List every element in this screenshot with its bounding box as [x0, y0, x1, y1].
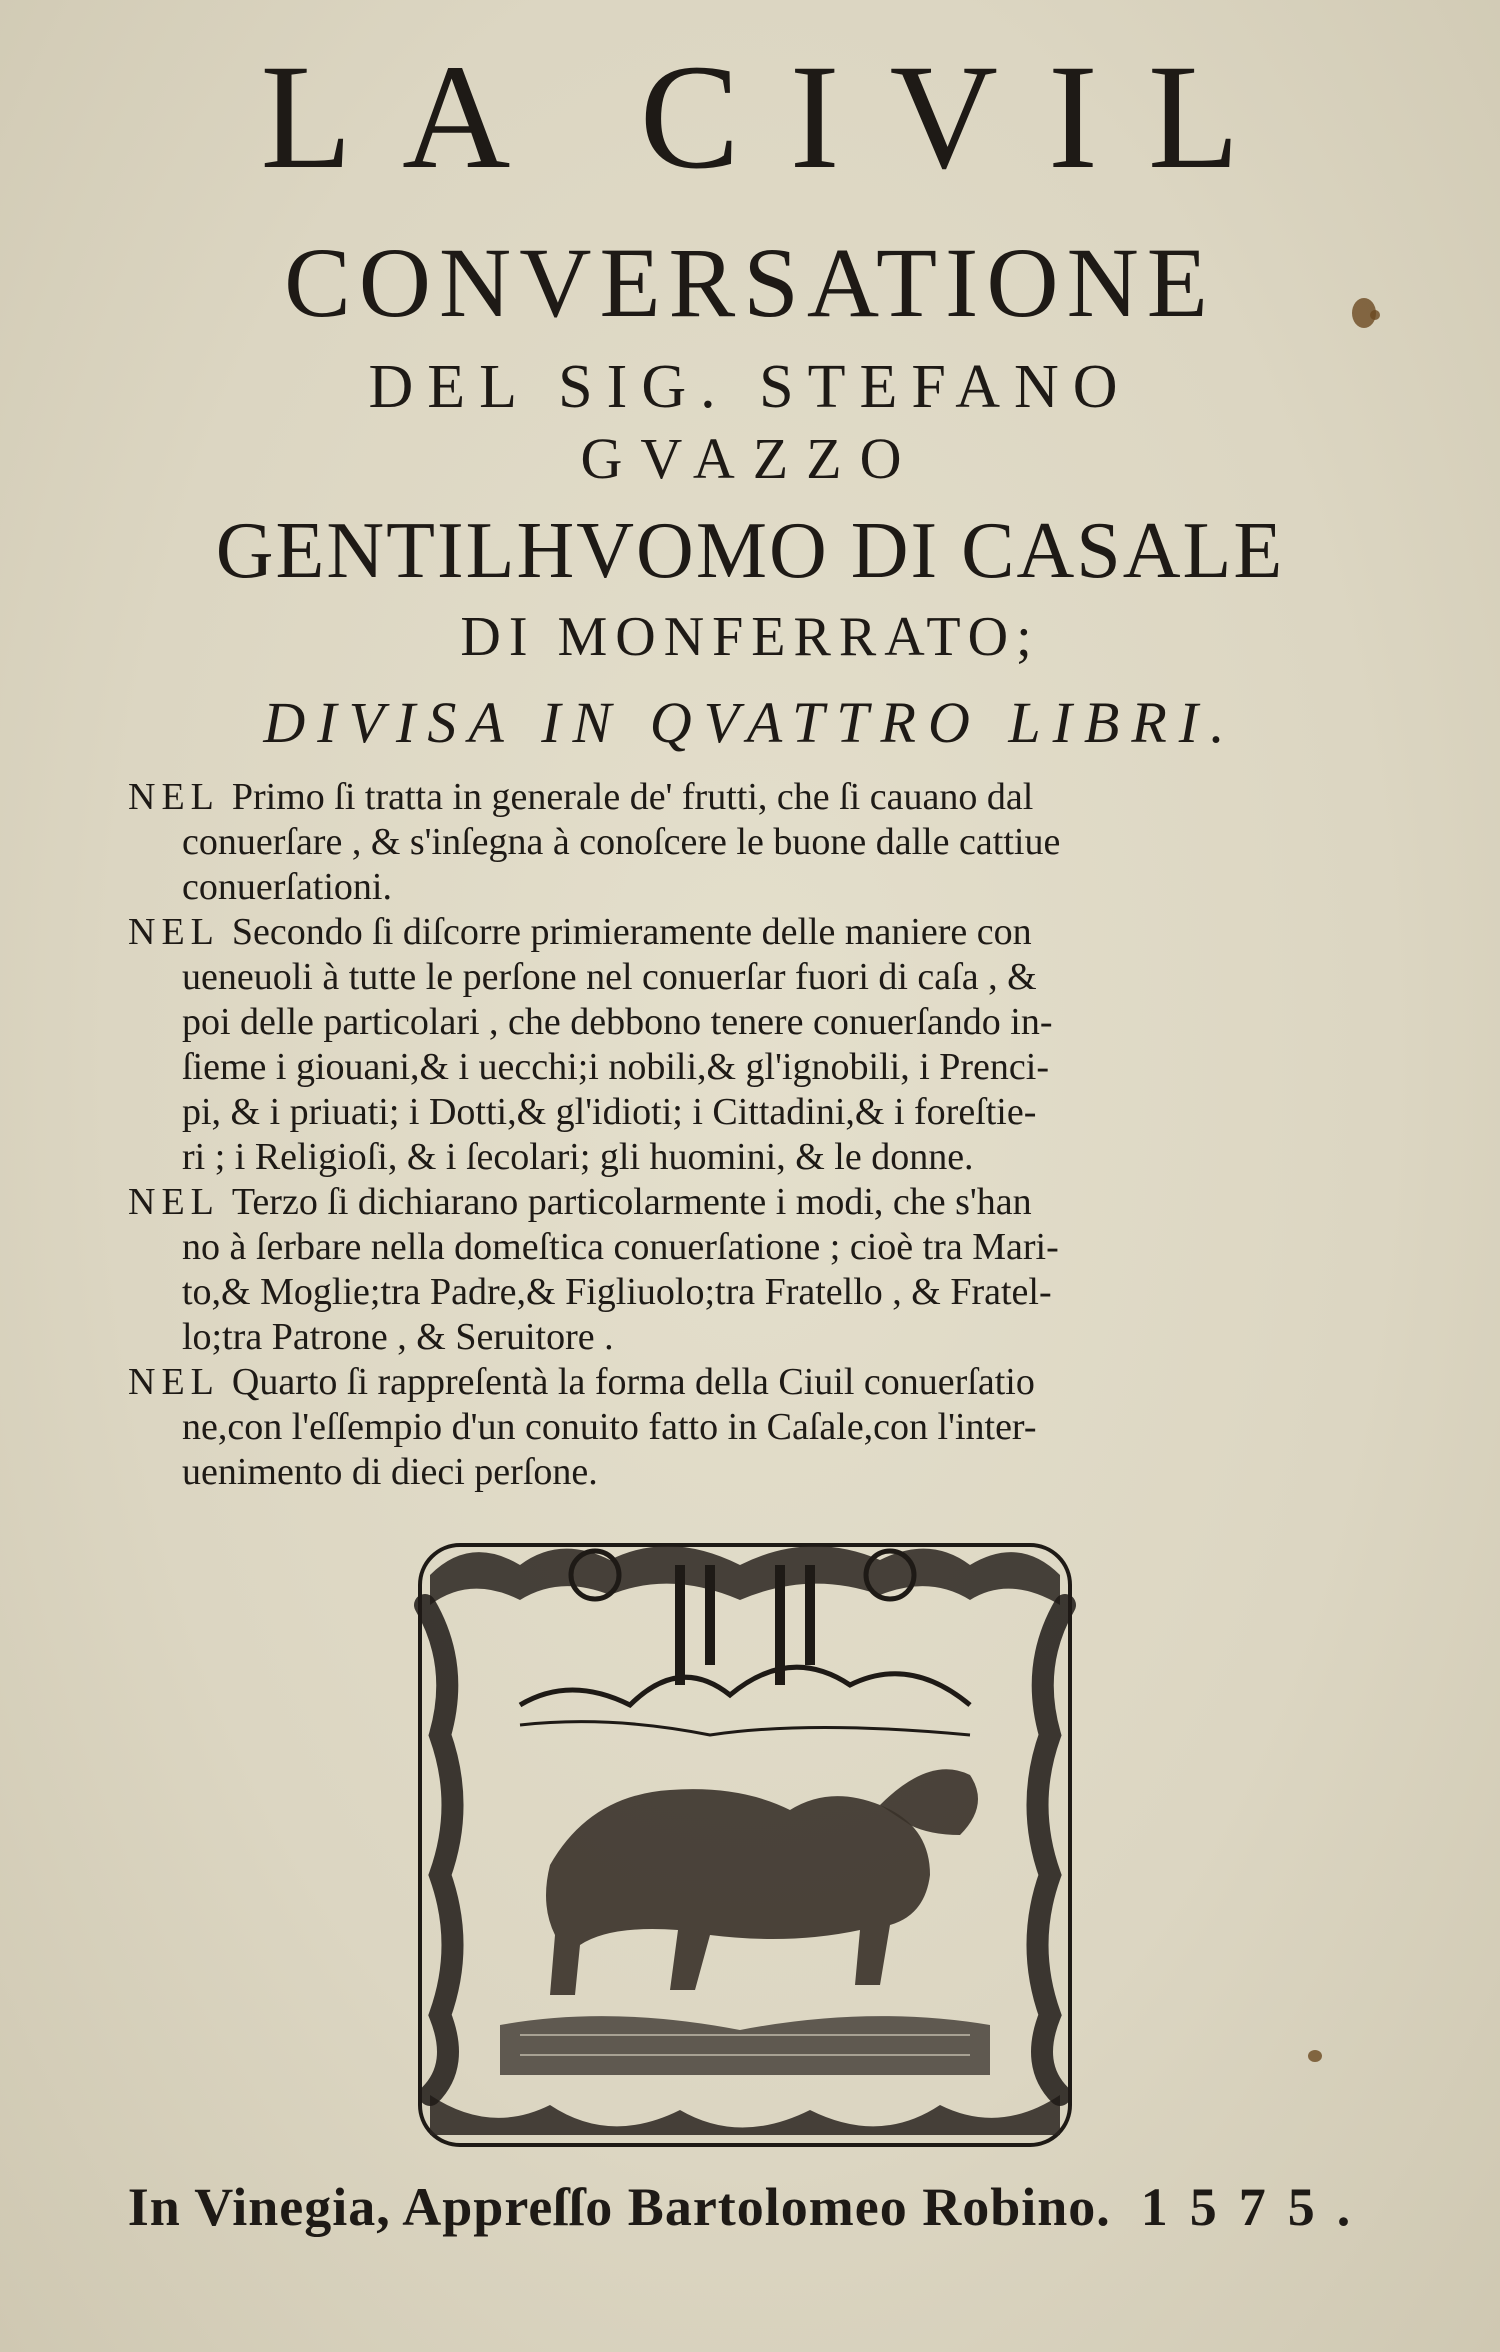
- imprint-year: 1575.: [1140, 2177, 1373, 2237]
- summary-line: uenimento di dieci perſone.: [182, 1451, 598, 1493]
- printers-device-woodcut: [410, 1535, 1080, 2155]
- book-summary-first: [128, 775, 1328, 910]
- summary-line: Quarto ſi rappreſentà la forma della Ciuil conuerſatio: [231, 1361, 1035, 1403]
- book-summary: [128, 775, 1328, 1495]
- title-line-gentilhuomo: GENTILHVOMO DI CASALE: [215, 507, 1285, 595]
- book-summary-second: [128, 910, 1328, 1180]
- title-line-divisa: DIVISA IN QVATTRO LIBRI.: [263, 690, 1237, 755]
- summary-line: pi, & i priuati; i Dotti,& gl'idioti; i Cittadini,& i foreſtie-: [182, 1091, 1037, 1133]
- summary-line: no à ſerbare nella domeſtica conuerſatione ; cioè tra Mari-: [182, 1226, 1059, 1268]
- imprint-text: In Vinegia, Appreſſo Bartolomeo Robino.: [127, 2177, 1111, 2237]
- summary-line: ſieme i giouani,& i uecchi;i nobili,& gl'ignobili, i Prenci-: [182, 1046, 1049, 1088]
- summary-line: Secondo ſi diſcorre primieramente delle maniere con: [231, 911, 1032, 953]
- summary-line: lo;tra Patrone , & Seruitore .: [182, 1316, 614, 1358]
- title-line-author-surname: GVAZZO: [580, 426, 920, 491]
- summary-line: poi delle particolari , che debbono tenere conuerſando in-: [182, 1001, 1053, 1043]
- title-line-author-prefix: DEL SIG. STEFANO: [368, 353, 1132, 421]
- summary-line: ri ; i Religioſi, & i ſecolari; gli huomini, & le donne.: [182, 1136, 974, 1178]
- summary-line: conuerſationi.: [182, 866, 392, 908]
- title-line-la-civil: LA CIVIL: [260, 34, 1290, 200]
- book-lead: NEL: [128, 911, 220, 953]
- summary-line: to,& Moglie;tra Padre,& Figliuolo;tra Fratello , & Fratel-: [182, 1271, 1052, 1313]
- book-lead: NEL: [128, 1361, 220, 1403]
- book-summary-third: [128, 1180, 1328, 1360]
- book-lead: NEL: [128, 1181, 220, 1223]
- summary-line: ueneuoli à tutte le perſone nel conuerſar fuori di caſa , &: [182, 956, 1037, 998]
- book-summary-fourth: [128, 1360, 1328, 1495]
- summary-line: Primo ſi tratta in generale de' frutti, che ſi cauano dal: [231, 776, 1034, 818]
- title-line-conversatione: CONVERSATIONE: [284, 227, 1216, 338]
- imprint: [0, 2175, 1500, 2239]
- book-lead: NEL: [128, 776, 220, 818]
- summary-line: ne,con l'eſſempio d'un conuito fatto in Caſale,con l'inter-: [182, 1406, 1037, 1448]
- summary-line: Terzo ſi dichiarano particolarmente i modi, che s'han: [231, 1181, 1032, 1223]
- title-line-monferrato: DI MONFERRATO;: [460, 606, 1040, 668]
- summary-line: conuerſare , & s'inſegna à conoſcere le buone dalle cattiue: [182, 821, 1061, 863]
- ink-stain: [1308, 2050, 1322, 2062]
